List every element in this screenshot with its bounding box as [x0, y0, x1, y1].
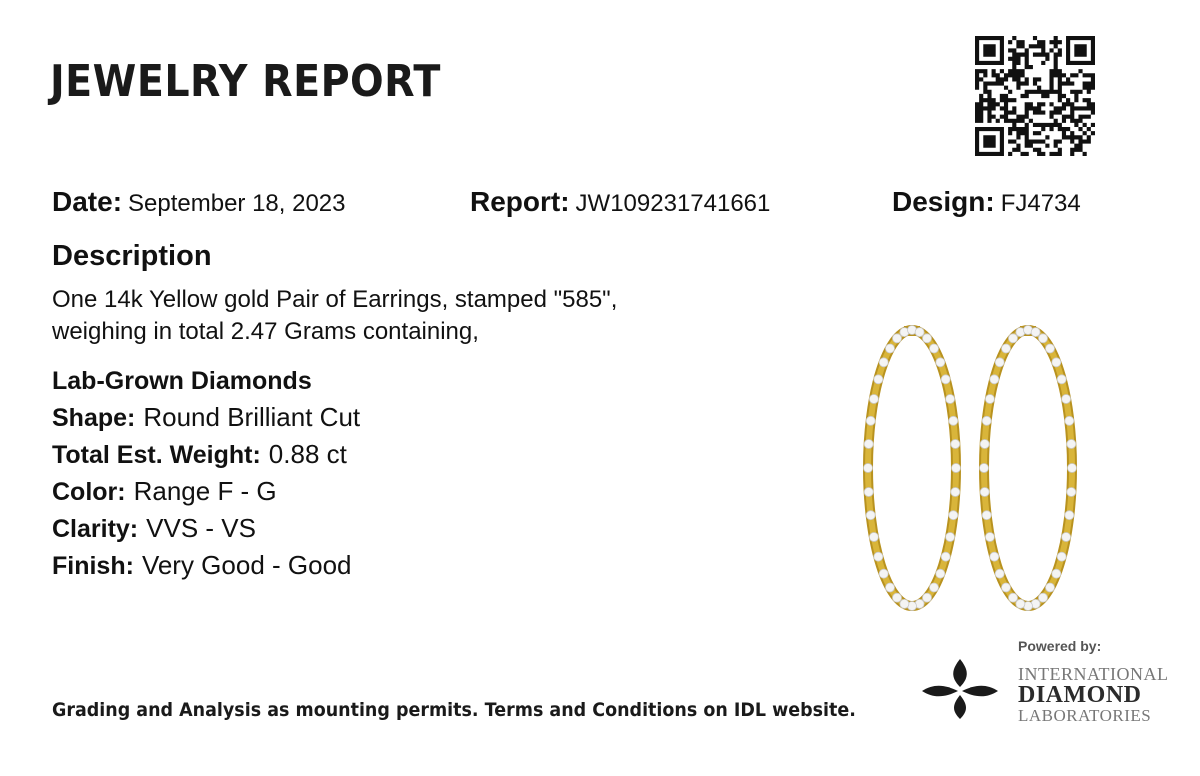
- lab-name-line3: LABORATORIES: [1018, 706, 1152, 725]
- lab-name-line1: INTERNATIONAL: [1018, 664, 1169, 684]
- date-value: September 18, 2023: [128, 190, 346, 217]
- clarity-label: Clarity:: [52, 515, 139, 543]
- design-field: [892, 186, 1081, 218]
- lab-name-line2: DIAMOND: [1018, 682, 1142, 708]
- date-label: Date:: [52, 186, 123, 217]
- description-line: weighing in total 2.47 Grams containing,: [52, 318, 479, 345]
- weight-row: [52, 439, 347, 470]
- description-line: One 14k Yellow gold Pair of Earrings, stamped "585",: [52, 286, 618, 313]
- powered-by-label: Powered by:: [1018, 638, 1102, 654]
- weight-value: 0.88 ct: [268, 439, 347, 469]
- color-label: Color:: [52, 478, 126, 506]
- color-value: Range F - G: [133, 476, 277, 506]
- color-row: [52, 476, 277, 507]
- shape-row: [52, 402, 360, 433]
- date-field: [52, 186, 346, 218]
- clarity-value: VVS - VS: [146, 513, 256, 543]
- description-body: [52, 284, 812, 348]
- report-title: JEWELRY REPORT: [50, 56, 441, 107]
- earrings-image: [860, 318, 1080, 613]
- finish-value: Very Good - Good: [141, 550, 352, 580]
- shape-value: Round Brilliant Cut: [143, 402, 361, 432]
- design-label: Design:: [892, 186, 995, 217]
- report-label: Report:: [470, 186, 570, 217]
- finish-label: Finish:: [52, 552, 134, 580]
- finish-row: [52, 550, 352, 581]
- clarity-row: [52, 513, 256, 544]
- report-field: [470, 186, 770, 218]
- footer-note: Grading and Analysis as mounting permits. Terms and Conditions on IDL website.: [52, 699, 856, 721]
- shape-label: Shape:: [52, 404, 136, 432]
- qr-code-icon: [975, 36, 1095, 156]
- design-number: FJ4734: [1000, 190, 1081, 217]
- stones-heading: Lab-Grown Diamonds: [52, 367, 312, 395]
- report-number: JW109231741661: [575, 190, 771, 217]
- idl-logo-icon: [918, 655, 1002, 723]
- description-heading: Description: [52, 240, 212, 272]
- weight-label: Total Est. Weight:: [52, 441, 261, 469]
